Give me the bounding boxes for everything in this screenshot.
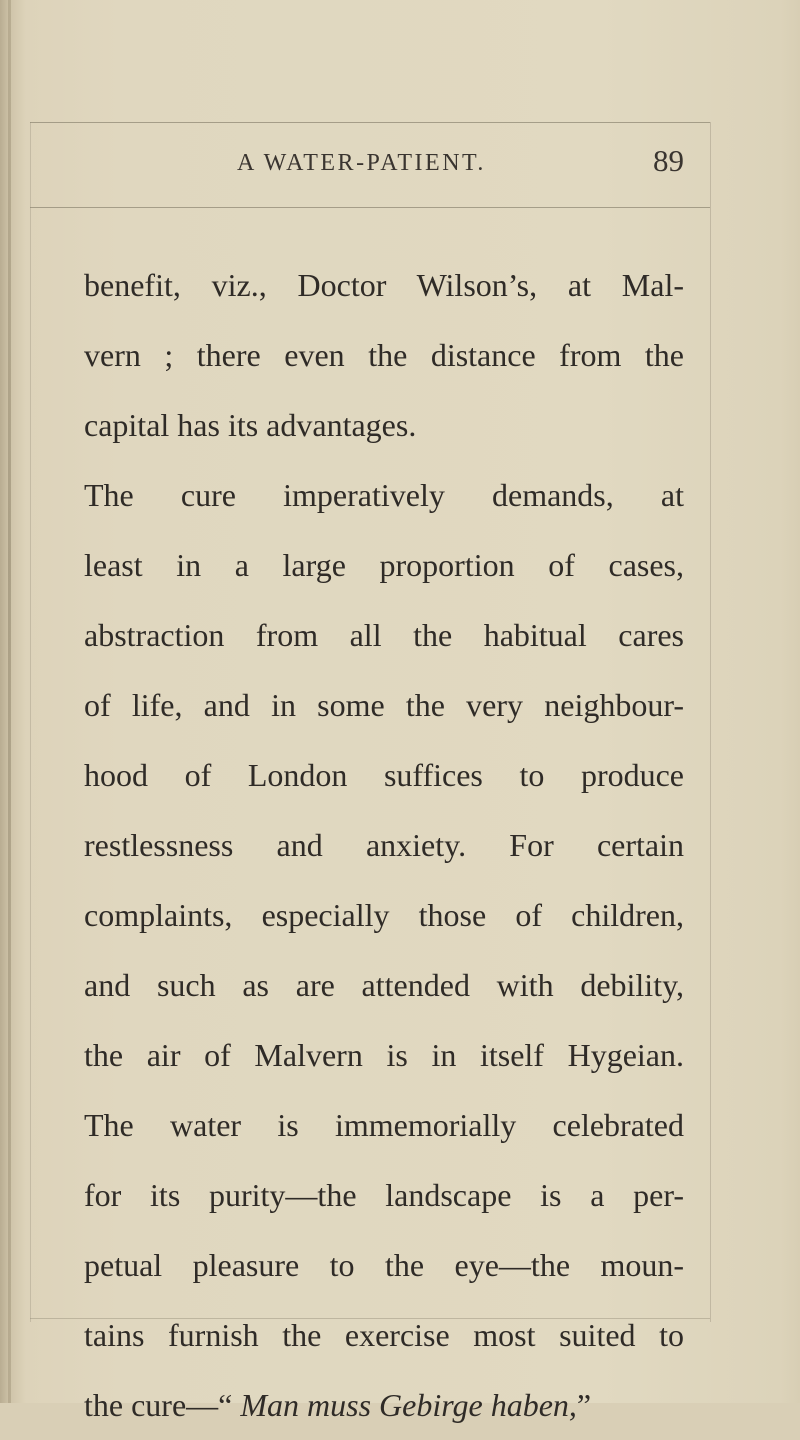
text-line: tains furnish the exercise most suited to (84, 1317, 684, 1353)
page-top-rule (30, 122, 710, 123)
text-line: The cure imperatively demands, at (84, 477, 684, 513)
left-margin-rule (30, 122, 31, 1322)
text-line: for its purity—the landscape is a per- (84, 1177, 684, 1213)
page-header (30, 140, 710, 200)
text-line: hood of London suffices to produce (84, 757, 684, 793)
page-number: 89 (653, 143, 684, 178)
binding-gutter (8, 0, 11, 1403)
final-line-suffix: ” (576, 1387, 592, 1423)
text-line: vern ; there even the distance from the (84, 337, 684, 373)
text-line: of life, and in some the very neighbour- (84, 687, 684, 723)
text-line: benefit, viz., Doctor Wilson’s, at Mal- (84, 267, 684, 303)
text-line: The water is immemorially celebrated (84, 1107, 684, 1143)
text-line: the air of Malvern is in itself Hygeian. (84, 1037, 684, 1073)
text-line: capital has its advantages. (84, 407, 417, 443)
right-margin-rule (710, 122, 711, 1322)
final-text-line (84, 1370, 684, 1440)
running-head: A WATER-PATIENT. (237, 150, 486, 176)
text-line: complaints, especially those of children, (84, 897, 684, 933)
text-line: and such as are attended with debility, (84, 967, 684, 1003)
text-line: least in a large proportion of cases, (84, 547, 684, 583)
final-line-prefix: the cure—“ (84, 1387, 241, 1423)
text-line: abstraction from all the habitual cares (84, 617, 684, 653)
text-line: petual pleasure to the eye—the moun- (84, 1247, 684, 1283)
header-rule (30, 207, 710, 208)
german-quote: Man muss Gebirge haben, (240, 1387, 577, 1423)
text-line: restlessness and anxiety. For certain (84, 827, 684, 863)
body-text (84, 250, 684, 1440)
